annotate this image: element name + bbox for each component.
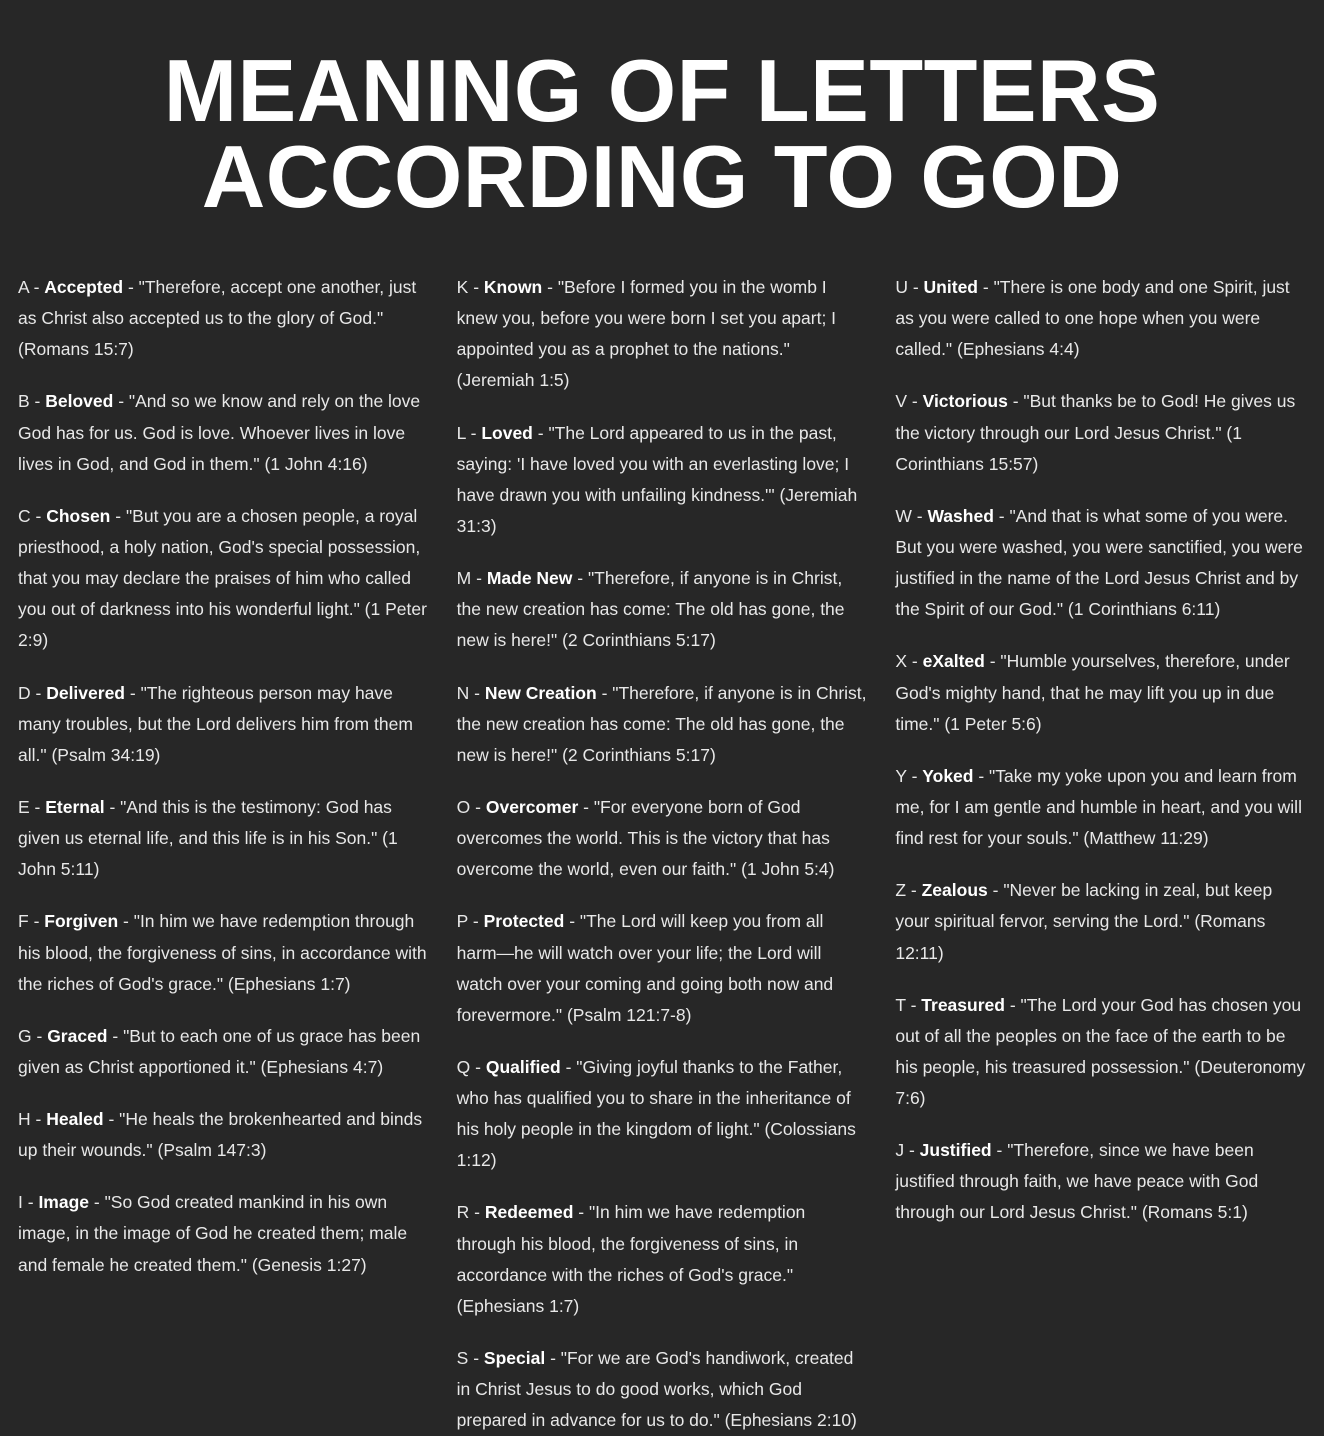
entry-letter: M bbox=[456, 568, 472, 589]
entry-letter: I bbox=[18, 1192, 23, 1213]
list-item: W - Washed - "And that is what some of you were. But you were washed, you were sanctified, you were justified in the name of the Lord Jesus Christ and by the Spirit of our God." (1 Corinthians 6:11) bbox=[895, 505, 1303, 620]
entry-word: Graced bbox=[47, 1025, 108, 1046]
title-line-2: ACCORDING TO GOD bbox=[201, 127, 1123, 227]
entry-word: United bbox=[923, 276, 978, 297]
entry-word: Yoked bbox=[922, 765, 974, 786]
entry-text: - "There is one body and one Spirit, just as you were called to one hope when you were called." (Ephesians 4:4) bbox=[895, 276, 1290, 360]
list-item: G - Graced - "But to each one of us grace has been given as Christ apportioned it." (Ephesians 4:7) bbox=[18, 1025, 421, 1077]
entry-letter: L bbox=[456, 422, 466, 443]
entry-text: - "So God created mankind in his own image, in the image of God he created them; male and female he created them." (Genesis 1:27) bbox=[18, 1192, 408, 1275]
list-item: D - Delivered - "The righteous person may have many troubles, but the Lord delivers him from them all." (Psalm 34:19) bbox=[18, 682, 413, 765]
list-item: A - Accepted - "Therefore, accept one another, just as Christ also accepted us to the glory of God." (Romans 15:7) bbox=[18, 276, 417, 360]
entry-letter: T bbox=[895, 994, 906, 1015]
entry-letter: C bbox=[18, 505, 31, 526]
entry-text: - "Never be lacking in zeal, but keep your spiritual fervor, serving the Lord." (Romans 12:11) bbox=[895, 880, 1273, 963]
entry-word: Delivered bbox=[46, 682, 125, 703]
entry-word: Beloved bbox=[45, 391, 114, 412]
entry-letter: O bbox=[456, 796, 471, 817]
entry-text: - "For everyone born of God overcomes the world. This is the victory that has overcome the world, even our faith." (1 John 5:4) bbox=[456, 796, 835, 880]
entry-text: - "Humble yourselves, therefore, under God's mighty hand, that he may lift you up in due time." (1 Peter 5:6) bbox=[895, 651, 1290, 734]
list-item: Y - Yoked - "Take my yoke upon you and learn from me, for I am gentle and humble in heart, and you will find rest for your souls." (Matthew 11:29) bbox=[895, 765, 1302, 849]
list-item: S - Special - "For we are God's handiwork, created in Christ Jesus to do good works, which God prepared in advance for us to do." (Ephesians 2:10) bbox=[456, 1348, 857, 1431]
content-columns bbox=[14, 254, 1310, 1436]
entry-text: - "For we are God's handiwork, created in Christ Jesus to do good works, which God prepared in advance for us to do." (Ephesians 2:10) bbox=[456, 1348, 857, 1431]
entry-letter: D bbox=[18, 682, 31, 703]
title-line-1: MEANING OF LETTERS bbox=[163, 41, 1161, 140]
entry-text: - "The Lord appeared to us in the past, saying: 'I have loved you with an everlasting love; I have drawn you with unfailing kindness.'" (Jeremiah 31:3) bbox=[456, 422, 858, 536]
entry-letter: F bbox=[18, 911, 29, 932]
entry-letter: J bbox=[895, 1140, 905, 1161]
entry-word: Special bbox=[483, 1348, 546, 1369]
list-item: O - Overcomer - "For everyone born of God overcomes the world. This is the victory that has overcome the world, even our faith." (1 John 5:4) bbox=[456, 796, 835, 880]
entry-letter: Q bbox=[456, 1056, 471, 1077]
list-item: X - eXalted - "Humble yourselves, therefore, under God's mighty hand, that he may lift you up in due time." (1 Peter 5:6) bbox=[895, 651, 1290, 734]
entry-word: Healed bbox=[46, 1109, 104, 1130]
entry-word: Washed bbox=[927, 505, 994, 526]
entry-text: - "But you are a chosen people, a royal priesthood, a holy nation, God's special possession, that you may declare the praises of him who called you out of darkness into his wonderful light." (1 Peter 2:9) bbox=[18, 505, 427, 651]
entry-text: - "The righteous person may have many troubles, but the Lord delivers him from them all." (Psalm 34:19) bbox=[18, 682, 413, 765]
list-item: R - Redeemed - "In him we have redemption through his blood, the forgiveness of sins, in accordance with the riches of God's grace." (Ephesians 1:7) bbox=[456, 1202, 806, 1316]
entry-text: - "Therefore, accept one another, just as Christ also accepted us to the glory of God." (Romans 15:7) bbox=[18, 276, 417, 360]
entry-word: Zealous bbox=[921, 880, 988, 901]
entry-word: Victorious bbox=[922, 391, 1008, 412]
entry-text: - "In him we have redemption through his blood, the forgiveness of sins, in accordance with the riches of God's grace." (Ephesians 1:7) bbox=[456, 1202, 806, 1316]
entry-letter: Z bbox=[895, 880, 907, 901]
entry-letter: P bbox=[456, 911, 469, 932]
entry-word: Loved bbox=[481, 422, 533, 443]
list-item: K - Known - "Before I formed you in the womb I knew you, before you were born I set you apart; I appointed you as a prophet to the nations." (Jeremiah 1:5) bbox=[456, 276, 837, 391]
entry-letter: B bbox=[18, 391, 30, 412]
list-item: T - Treasured - "The Lord your God has chosen you out of all the peoples on the face of the earth to be his people, his treasured possession." (Deuteronomy 7:6) bbox=[895, 994, 1306, 1109]
entry-text: - "And that is what some of you were. But you were washed, you were sanctified, you were justified in the name of the Lord Jesus Christ and by the Spirit of our God." (1 Corinthians 6:11) bbox=[895, 505, 1303, 620]
page-title bbox=[14, 41, 1310, 227]
entry-text: - "In him we have redemption through his blood, the forgiveness of sins, in accordance with the riches of God's grace." (Ephesians 1:7) bbox=[18, 911, 427, 994]
entry-word: Redeemed bbox=[484, 1202, 574, 1223]
entry-word: eXalted bbox=[922, 651, 985, 672]
entry-word: Justified bbox=[919, 1140, 992, 1161]
entry-word: Chosen bbox=[46, 505, 111, 526]
list-item: B - Beloved - "And so we know and rely on the love God has for us. God is love. Whoever lives in love lives in God, and God in them." (1 John 4:16) bbox=[18, 391, 421, 474]
list-item: J - Justified - "Therefore, since we have been justified through faith, we have peace with God through our Lord Jesus Christ." (Romans 5:1) bbox=[895, 1140, 1259, 1223]
list-item: M - Made New - "Therefore, if anyone is in Christ, the new creation has come: The old has gone, the new is here!" (2 Corinthians 5:17) bbox=[456, 568, 845, 651]
entry-letter: Y bbox=[895, 765, 907, 786]
entry-word: Qualified bbox=[485, 1056, 561, 1077]
entry-text: - "Take my yoke upon you and learn from me, for I am gentle and humble in heart, and you will find rest for your souls." (Matthew 11:29) bbox=[895, 765, 1302, 849]
column-1 bbox=[18, 254, 429, 1280]
entry-letter: E bbox=[18, 796, 30, 817]
entry-word: Forgiven bbox=[44, 911, 119, 932]
entry-word: Known bbox=[483, 276, 543, 297]
entry-text: - "But to each one of us grace has been given as Christ apportioned it." (Ephesians 4:7) bbox=[18, 1025, 421, 1077]
entry-text: - "But thanks be to God! He gives us the victory through our Lord Jesus Christ." (1 Corinthians 15:57) bbox=[895, 391, 1296, 474]
entry-letter: V bbox=[895, 391, 908, 412]
list-item: L - Loved - "The Lord appeared to us in the past, saying: 'I have loved you with an everlasting love; I have drawn you with unfailing kindness.'" (Jeremiah 31:3) bbox=[456, 422, 858, 536]
entry-word: Made New bbox=[486, 568, 573, 589]
entry-word: New Creation bbox=[484, 682, 597, 703]
entry-letter: X bbox=[895, 651, 908, 672]
entry-word: Eternal bbox=[45, 796, 105, 817]
entry-text: - "Giving joyful thanks to the Father, who has qualified you to share in the inheritance of his holy people in the kingdom of light." (Colossians 1:12) bbox=[456, 1056, 856, 1171]
entry-text: - "He heals the brokenhearted and binds up their wounds." (Psalm 147:3) bbox=[18, 1109, 423, 1161]
entry-text: - "The Lord your God has chosen you out of all the peoples on the face of the earth to be his people, his treasured possession." (Deuteronomy 7:6) bbox=[895, 994, 1306, 1109]
entry-text: - "Before I formed you in the womb I knew you, before you were born I set you apart; I appointed you as a prophet to the nations." (Jeremiah 1:5) bbox=[456, 276, 837, 391]
entry-letter: R bbox=[456, 1202, 470, 1223]
entry-text: - "And so we know and rely on the love God has for us. God is love. Whoever lives in love lives in God, and God in them." (1 John 4:16) bbox=[18, 391, 421, 474]
list-item: E - Eternal - "And this is the testimony: God has given us eternal life, and this life is in his Son." (1 John 5:11) bbox=[18, 796, 398, 880]
list-item: Q - Qualified - "Giving joyful thanks to the Father, who has qualified you to share in the inheritance of his holy people in the kingdom of light." (Colossians 1:12) bbox=[456, 1056, 856, 1171]
entry-text: - "And this is the testimony: God has given us eternal life, and this life is in his Son." (1 John 5:11) bbox=[18, 796, 398, 880]
entry-letter: H bbox=[18, 1109, 31, 1130]
entry-word: Treasured bbox=[921, 994, 1005, 1015]
list-item: H - Healed - "He heals the brokenhearted and binds up their wounds." (Psalm 147:3) bbox=[18, 1109, 423, 1161]
entry-word: Overcomer bbox=[485, 796, 579, 817]
entry-letter: K bbox=[456, 276, 469, 297]
entry-word: Image bbox=[38, 1192, 90, 1213]
entry-letter: U bbox=[895, 276, 908, 297]
entry-letter: N bbox=[456, 682, 470, 703]
entry-word: Protected bbox=[483, 911, 565, 932]
list-item: P - Protected - "The Lord will keep you from all harm—he will watch over your life; the Lord will watch over your coming and going both now and forevermore." (Psalm 121:7-8) bbox=[456, 911, 834, 1025]
list-item: F - Forgiven - "In him we have redemption through his blood, the forgiveness of sins, in accordance with the riches of God's grace." (Ephesians 1:7) bbox=[18, 911, 427, 994]
entry-text: - "The Lord will keep you from all harm—he will watch over your life; the Lord will watch over your coming and going both now and forevermore." (Psalm 121:7-8) bbox=[456, 911, 834, 1025]
list-item: U - United - "There is one body and one Spirit, just as you were called to one hope when you were called." (Ephesians 4:4) bbox=[895, 276, 1290, 360]
list-item: V - Victorious - "But thanks be to God! He gives us the victory through our Lord Jesus Christ." (1 Corinthians 15:57) bbox=[895, 391, 1296, 474]
entry-letter: W bbox=[895, 505, 912, 526]
column-2 bbox=[457, 254, 868, 1436]
entry-text: - "Therefore, if anyone is in Christ, the new creation has come: The old has gone, the new is here!" (2 Corinthians 5:17) bbox=[456, 682, 867, 765]
list-item: N - New Creation - "Therefore, if anyone is in Christ, the new creation has come: The old has gone, the new is here!" (2 Corinthians 5:17) bbox=[456, 682, 867, 765]
list-item: I - Image - "So God created mankind in his own image, in the image of God he created them; male and female he created them." (Genesis 1:27) bbox=[18, 1192, 408, 1275]
entry-text: - "Therefore, since we have been justified through faith, we have peace with God through our Lord Jesus Christ." (Romans 5:1) bbox=[895, 1140, 1259, 1223]
entry-text: - "Therefore, if anyone is in Christ, the new creation has come: The old has gone, the new is here!" (2 Corinthians 5:17) bbox=[456, 568, 845, 651]
list-item: Z - Zealous - "Never be lacking in zeal, but keep your spiritual fervor, serving the Lord." (Romans 12:11) bbox=[895, 880, 1273, 963]
entry-letter: A bbox=[18, 276, 29, 297]
entry-letter: S bbox=[456, 1348, 469, 1369]
entry-letter: G bbox=[18, 1025, 32, 1046]
entry-word: Accepted bbox=[44, 276, 124, 297]
column-3 bbox=[895, 254, 1306, 1228]
list-item: C - Chosen - "But you are a chosen people, a royal priesthood, a holy nation, God's special possession, that you may declare the praises of him who called you out of darkness into his wonderful light." (1 Peter 2:9) bbox=[18, 505, 427, 651]
